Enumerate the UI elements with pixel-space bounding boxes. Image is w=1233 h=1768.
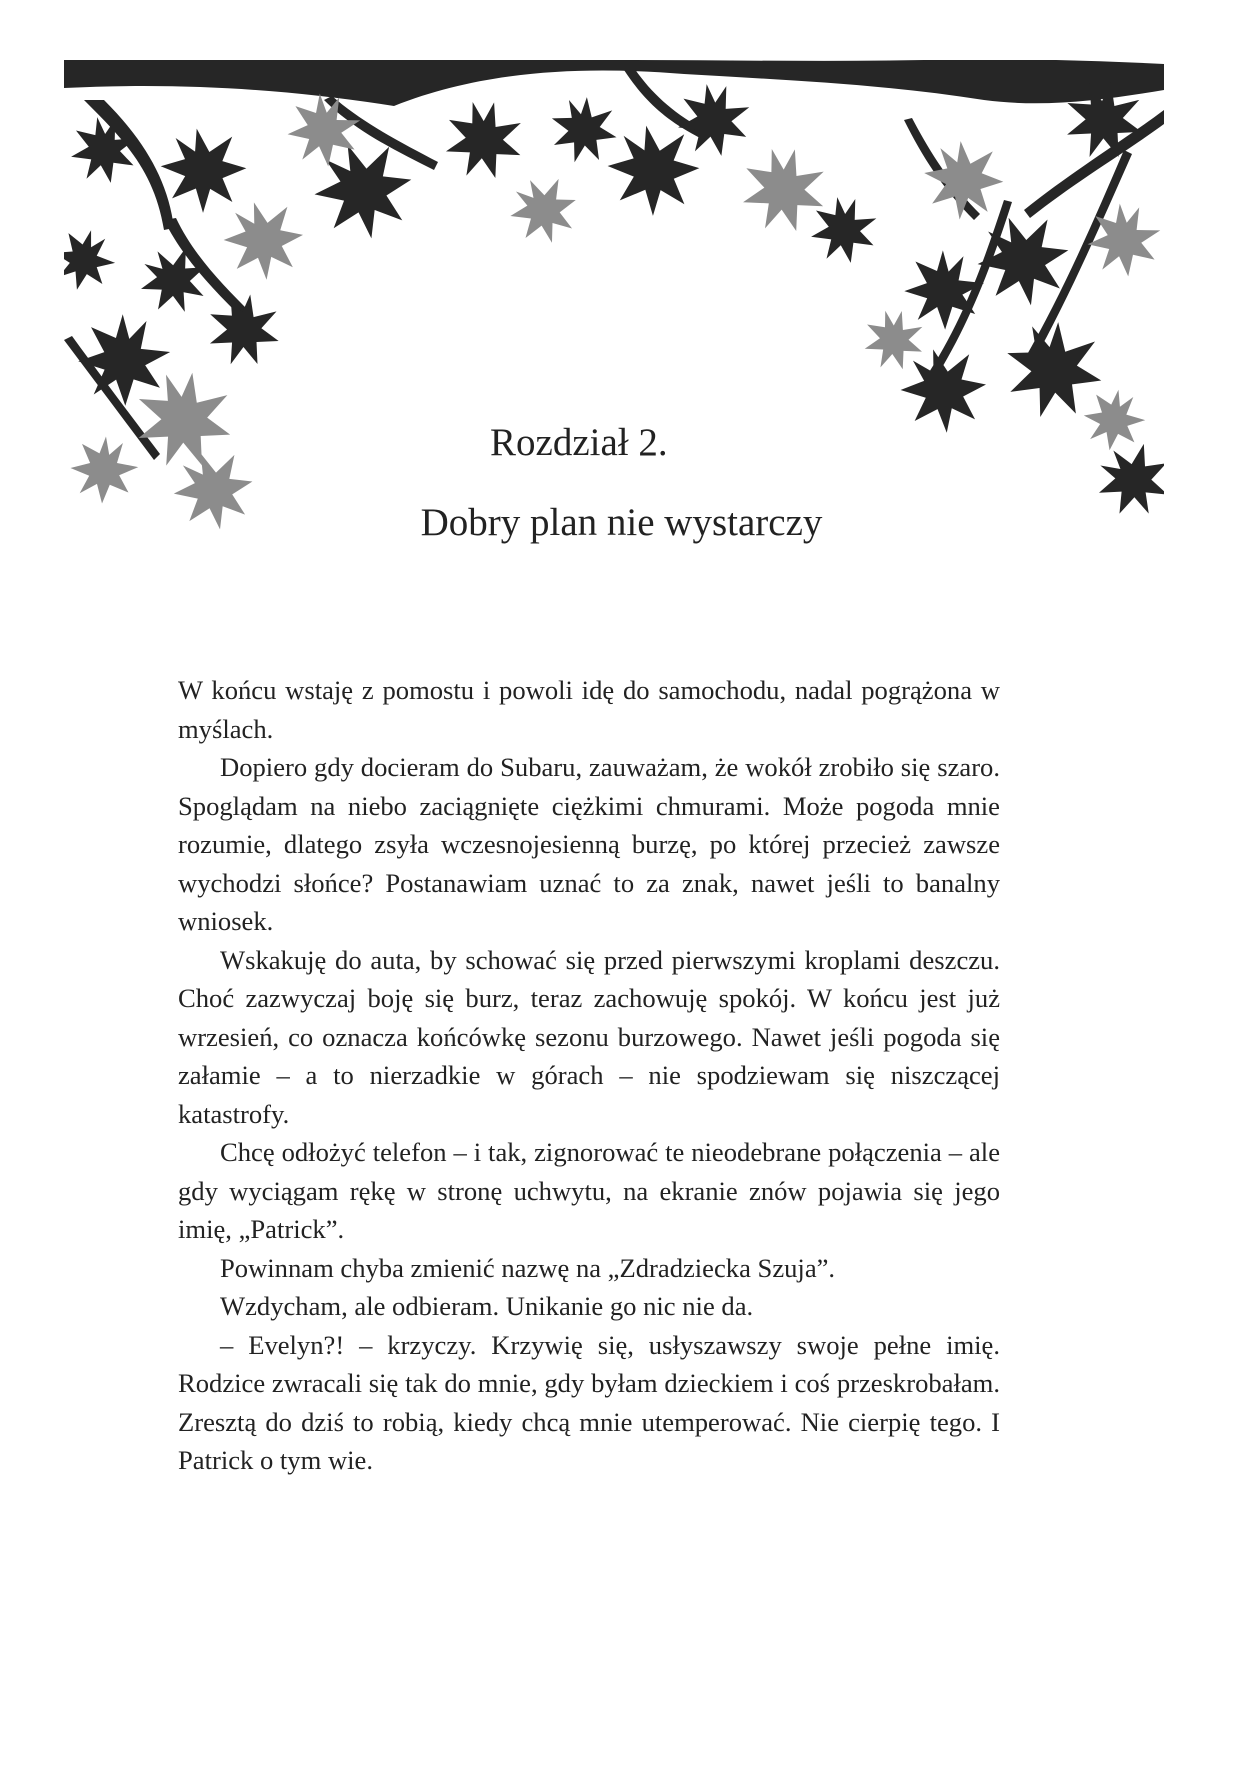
paragraph: Wzdycham, ale odbieram. Unikanie go nic nie da. xyxy=(220,1291,754,1321)
paragraph: – Evelyn?! – krzyczy. Krzywię się, usłyszawszy swoje pełne imię. Rodzice zwracali się tak do mnie, gdy byłam dzieckiem i coś przeskrobałam. Zresztą do dziś to robią, kiedy chcą mnie utemperować. Nie cierpię tego. I Patrick o tym wie. xyxy=(178,1329,1000,1475)
paragraph: Chcę odłożyć telefon – i tak, zignorować te nieodebrane połączenia – ale gdy wyciągam rękę w stronę uchwytu, na ekranie znów pojawia się jego imię, „Patrick”. xyxy=(178,1137,1000,1244)
chapter-number-text: Rozdział 2. xyxy=(490,421,668,464)
paragraph: Powinnam chyba zmienić nazwę na „Zdradziecka Szuja”. xyxy=(220,1252,836,1283)
chapter-body xyxy=(178,671,1000,1480)
chapter-title: Dobry plan nie wystarczy xyxy=(420,501,823,544)
paragraph: Wskakuję do auta, by schować się przed pierwszymi kroplami deszczu. Choć zazwyczaj boję się burz, teraz zachowuję spokój. W końcu jest już wrzesień, co oznacza końcówkę sezonu burzowego. Nawet jeśli pogoda się załamie – a to nierzadkie w górach – nie spodziewam się niszczącej katastrofy. xyxy=(178,944,1000,1129)
paragraph: W końcu wstaję z pomostu i powoli idę do samochodu, nadal pogrążona w myślach. xyxy=(178,675,1000,744)
paragraph: Dopiero gdy docieram do Subaru, zauważam, że wokół zrobiło się szaro. Spoglądam na niebo zaciągnięte ciężkimi chmurami. Może pogoda mnie rozumie, dlatego zsyła wczesnojesienną burzę, po której przecież zawsze wychodzi słońce? Postanawiam uznać to za znak, nawet jeśli to banalny wniosek. xyxy=(178,752,1000,936)
chapter-number xyxy=(0,418,1233,468)
